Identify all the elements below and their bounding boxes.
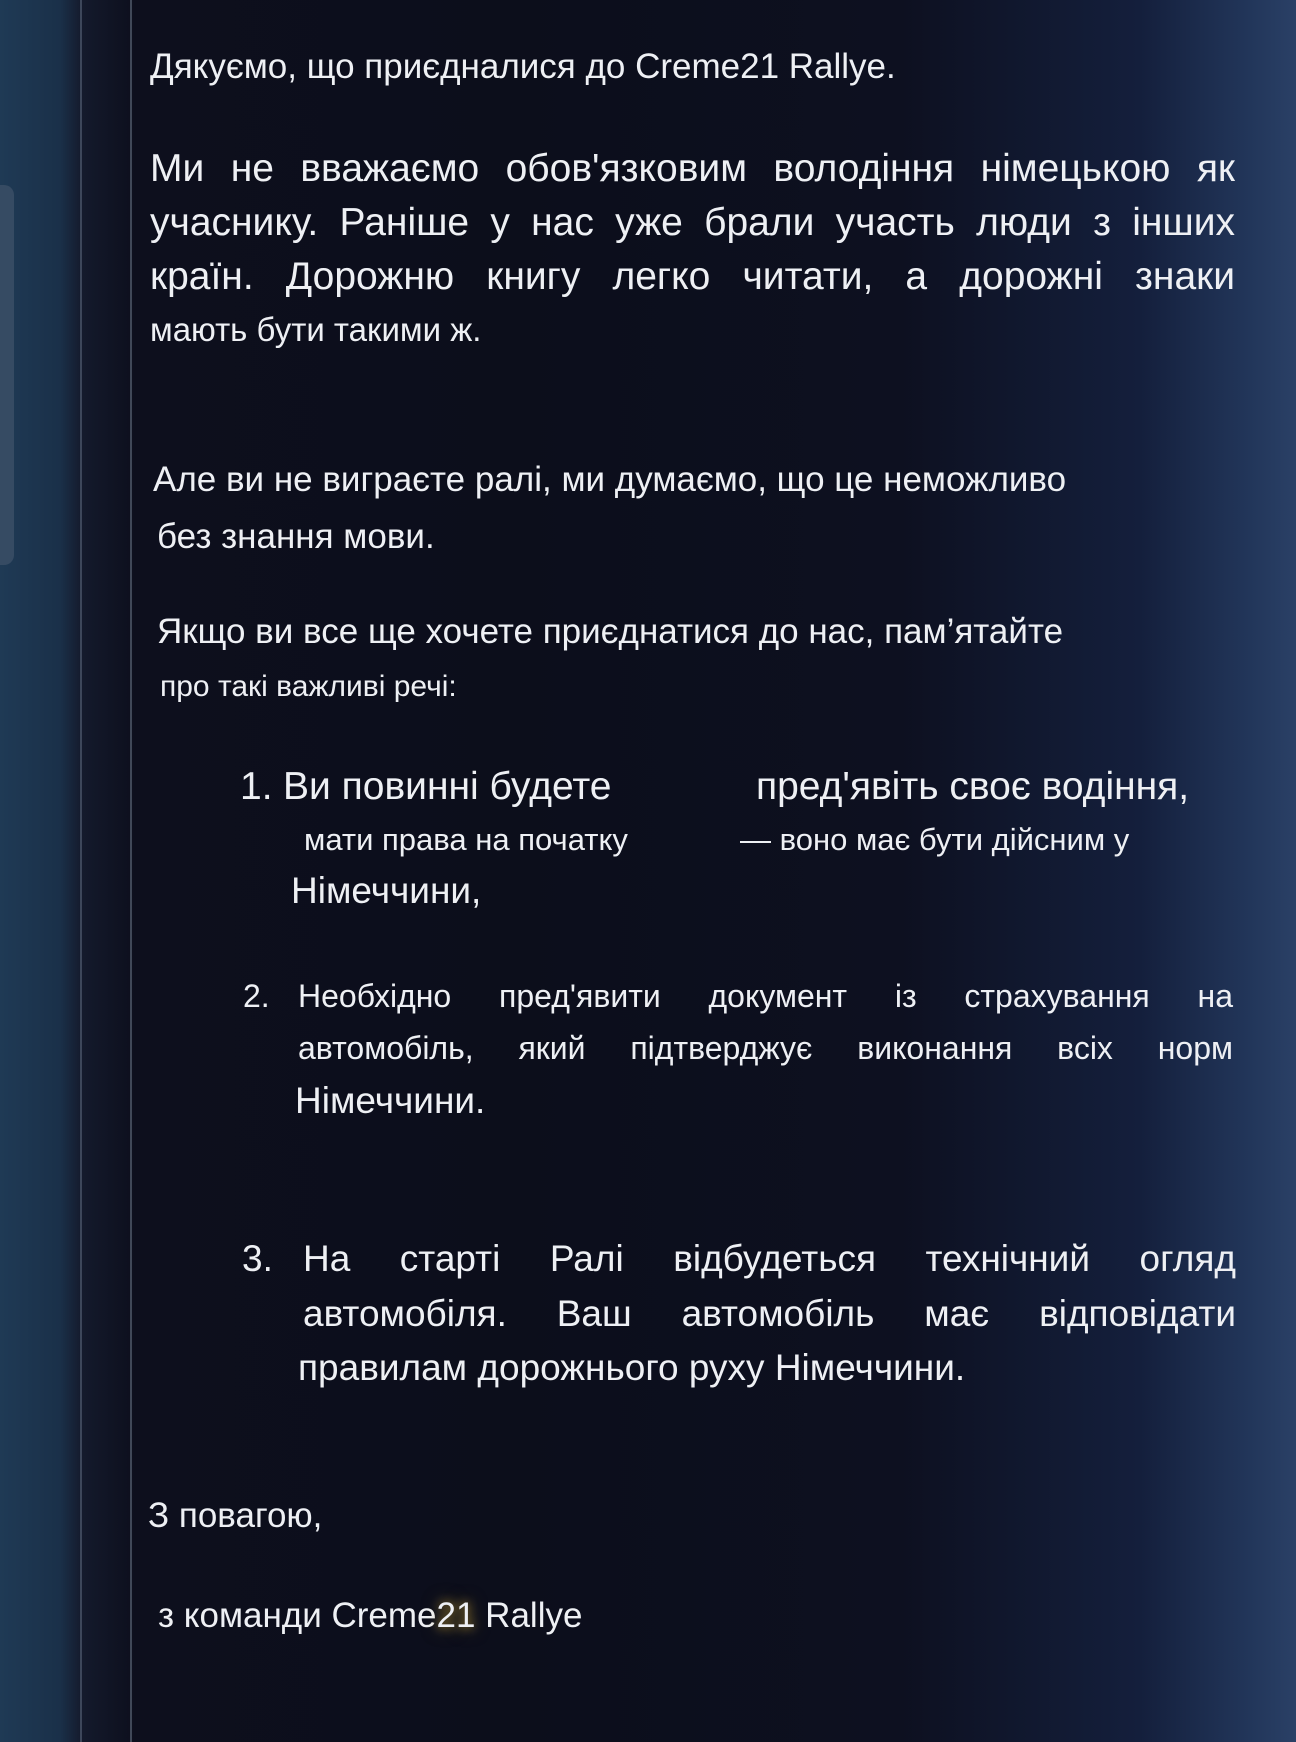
list-item-1-text: — воно має бути дійсним у: [740, 822, 1130, 857]
list-item-2-text: автомобіль, який підтверджує виконання всіх норм: [298, 1030, 1233, 1066]
list-item-number: 3.: [242, 1238, 273, 1279]
paragraph-3-line: Якщо ви все ще хочете приєднатися до нас, пам’ятайте: [157, 612, 1064, 651]
paragraph-1-line: Ми не вважаємо обов'язковим володіння німецькою як: [150, 147, 1235, 190]
list-item-1-text: Ви повинні будете: [283, 765, 612, 808]
paragraph-1-line: учаснику. Раніше у нас уже брали участь люди з інших: [150, 201, 1235, 244]
signature-prefix: з команди Creme: [158, 1596, 437, 1635]
list-item-3-text: правилам дорожнього руху Німеччини.: [298, 1347, 966, 1388]
closing: З повагою,: [148, 1496, 323, 1535]
list-item-1-text: мати права на початку: [304, 822, 628, 857]
paragraph-2-line: Але ви не виграєте ралі, ми думаємо, що це неможливо: [153, 460, 1067, 499]
list-item-3-text: На старті Ралі відбудеться технічний огляд: [303, 1238, 1236, 1279]
signature-suffix: Rallye: [475, 1596, 583, 1635]
list-item-2-text: Необхідно пред'явити документ із страхування на: [298, 978, 1233, 1014]
list-item-number: 2.: [243, 978, 270, 1014]
paragraph-3-line: про такі важливі речі:: [160, 670, 457, 703]
paragraph-1-line: країн. Дорожню книгу легко читати, а дорожні знаки: [150, 255, 1235, 298]
list-item-1-text: пред'явіть своє водіння,: [756, 765, 1190, 808]
paragraph-2-line: без знання мови.: [157, 517, 435, 556]
list-item-2-text: Німеччини.: [295, 1080, 486, 1121]
list-item-1-text: Німеччини,: [291, 870, 482, 911]
list-item-3-text: автомобіля. Ваш автомобіль має відповідати: [303, 1293, 1236, 1334]
list-item-number: 1.: [240, 765, 273, 808]
signature: [158, 1596, 582, 1636]
signature-highlight: 21: [436, 1596, 476, 1635]
paragraph-1-line: мають бути такими ж.: [150, 311, 482, 348]
greeting: Дякуємо, що приєдналися до Creme21 Rallye.: [150, 47, 896, 86]
